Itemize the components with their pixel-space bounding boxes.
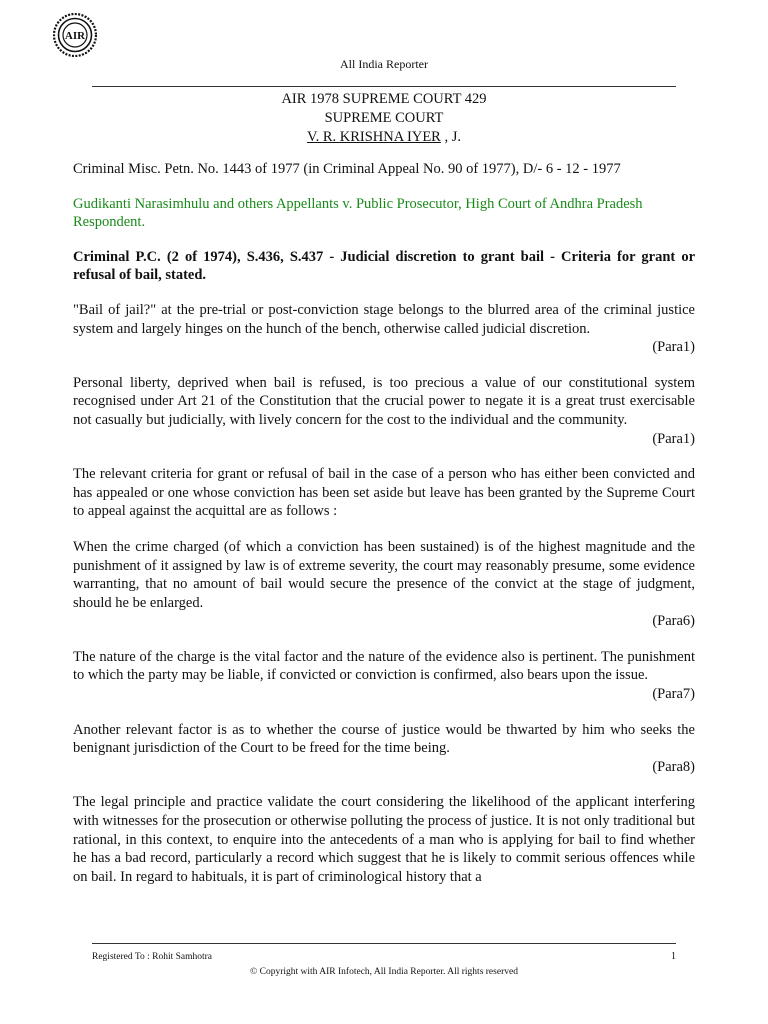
paragraph bbox=[73, 721, 695, 777]
paragraph bbox=[73, 793, 695, 886]
case-parties: Gudikanti Narasimhulu and others Appellants v. Public Prosecutor, High Court of Andhra Pradesh Respondent. bbox=[73, 195, 643, 231]
paragraph-text: Another relevant factor is as to whether the course of justice would be thwarted by him who seeks the benignant jurisdiction of the Court to be freed for the time being. bbox=[73, 721, 695, 757]
document-body bbox=[73, 160, 695, 903]
paragraph-ref: (Para1) bbox=[652, 430, 695, 447]
paragraph-text: The nature of the charge is the vital factor and the nature of the evidence also is pertinent. The punishment to which the party may be liable, if convicted or conviction is confirmed, also bears upon the issue. bbox=[73, 648, 695, 684]
paragraph bbox=[73, 538, 695, 631]
court-name: SUPREME COURT bbox=[324, 110, 444, 126]
air-logo bbox=[53, 13, 97, 57]
footer-divider bbox=[92, 943, 676, 944]
paragraph-text: The relevant criteria for grant or refusal of bail in the case of a person who has either been convicted and has appealed or one whose conviction has been set aside but leave has been granted by the Supreme Court to appeal against the acquittal are as follows : bbox=[73, 466, 695, 520]
paragraph-ref: (Para8) bbox=[652, 758, 695, 775]
paragraph-ref: (Para6) bbox=[652, 613, 695, 630]
citation: AIR 1978 SUPREME COURT 429 bbox=[281, 91, 487, 107]
headnote: Criminal P.C. (2 of 1974), S.436, S.437 - Judicial discretion to grant bail - Criteria for grant or refusal of bail, stated. bbox=[73, 248, 695, 284]
paragraph bbox=[73, 465, 695, 521]
paragraph-ref: (Para7) bbox=[652, 686, 695, 703]
header-divider bbox=[92, 86, 676, 87]
paragraph-ref: (Para1) bbox=[652, 339, 695, 356]
logo-text: AIR bbox=[64, 30, 86, 42]
paragraph-text: The legal principle and practice validate the court considering the likelihood of the applicant interfering with witnesses for the prosecution or otherwise polluting the process of justice. It is not only traditional but rational, in this context, to enquire into the antecedents of a man who is applying for bail to find whether he has a bad record, particularly a record which suggest that he is likely to commit serious offences while on bail. In regard to habituals, it is part of criminological history that a bbox=[73, 794, 695, 885]
paragraph bbox=[73, 301, 695, 357]
judge-line bbox=[0, 128, 768, 147]
paragraph-text: Personal liberty, deprived when bail is refused, is too precious a value of our constitutional system recognised under Art 21 of the Constitution that the crucial power to negate it is a great trust exercisable not casually but judicially, with lively concern for the cost to the individual and the community. bbox=[73, 374, 695, 428]
paragraph-text: When the crime charged (of which a conviction has been sustained) is of the highest magnitude and the punishment of it assigned by law is of extreme severity, the court may reasonably presume, some evidence warranting, that no amount of bail would secure the presence of the convict at the stage of judgment, should he be enlarged. bbox=[73, 538, 695, 611]
copyright-notice: © Copyright with AIR Infotech, All India Reporter. All rights reserved bbox=[250, 967, 518, 977]
paragraph bbox=[73, 648, 695, 704]
publisher-name: All India Reporter bbox=[340, 57, 428, 71]
paragraph-text: "Bail of jail?" at the pre-trial or post-conviction stage belongs to the blurred area of the criminal justice system and largely hinges on the hunch of the bench, otherwise called judicial discretion. bbox=[73, 301, 695, 337]
judge-name[interactable]: V. R. KRISHNA IYER bbox=[306, 129, 441, 145]
judge-suffix: , J. bbox=[440, 129, 462, 145]
case-heading bbox=[0, 90, 768, 147]
paragraph bbox=[73, 374, 695, 448]
case-number: Criminal Misc. Petn. No. 1443 of 1977 (in Criminal Appeal No. 90 of 1977), D/- 6 - 12 - 1977 bbox=[73, 161, 621, 177]
registered-to: Registered To : Rohit Samhotra bbox=[92, 952, 213, 962]
page-number: 1 bbox=[671, 951, 676, 962]
